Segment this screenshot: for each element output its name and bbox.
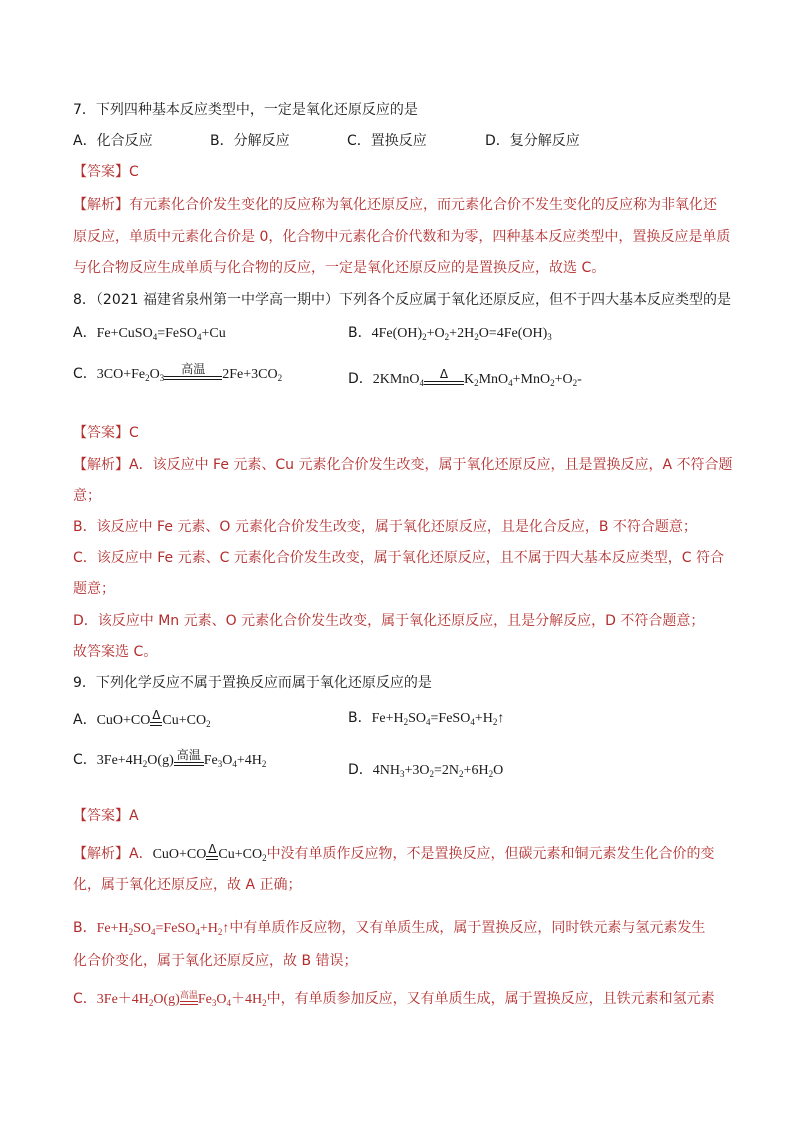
- formula-sub: 4: [197, 332, 202, 342]
- formula-sub: 2: [572, 378, 578, 388]
- formula-part: ↑: [222, 921, 230, 936]
- formula-part: +2H: [449, 326, 475, 341]
- q7-analysis-line-1: [73, 195, 717, 215]
- formula-sub: 3: [211, 998, 217, 1008]
- formula-part: SO: [133, 921, 152, 936]
- q9-option-a: [73, 708, 211, 731]
- option-label: B．: [348, 710, 372, 726]
- formula-part: O: [222, 753, 233, 768]
- analysis-label: 【解析】: [73, 197, 129, 213]
- formula-part: +4H: [236, 753, 262, 768]
- formula-sub: 2: [429, 769, 435, 779]
- condition-label: 高温: [176, 748, 201, 762]
- formula-sub: 2: [145, 373, 150, 383]
- option-label: A．: [73, 325, 97, 341]
- option-label: A．: [73, 712, 97, 728]
- formula-sub: 2: [217, 927, 223, 937]
- formula-part: CuO+CO: [96, 713, 151, 728]
- answer-value: C: [129, 164, 139, 180]
- q8-analysis-line-1: [73, 455, 733, 475]
- formula-part: ＋4H: [230, 992, 263, 1007]
- formula-part: +O: [554, 372, 573, 387]
- answer-label: 【答案】: [73, 425, 129, 441]
- answer-value: C: [129, 425, 139, 441]
- analysis-text: A．该反应中 Fe 元素、Cu 元素化合价发生改变，属于氧化还原反应，且是置换反应，A 不符合题: [129, 457, 733, 473]
- q9-answer: [73, 806, 139, 826]
- formula-part: 4Fe(OH): [371, 326, 423, 341]
- formula-part: +H: [199, 921, 218, 936]
- answer-label: 【答案】: [73, 808, 129, 824]
- formula-part: O: [493, 763, 504, 778]
- q7-analysis-line-2: 原反应，单质中元素化合价是 0，化合物中元素化合价代数和为零，四种基本反应类型中，置换反应是单质: [73, 229, 731, 245]
- equals-bar: [164, 376, 222, 380]
- formula-part: Fe+H: [96, 921, 129, 936]
- formula-part: Fe: [197, 992, 212, 1007]
- formula-sub: 4: [426, 717, 431, 727]
- formula-part: ↑: [497, 711, 505, 726]
- formula-sub: 4: [226, 998, 231, 1008]
- analysis-label: 【解析】: [73, 846, 129, 862]
- q7-answer: [73, 162, 139, 182]
- equals-bar: [180, 1001, 198, 1005]
- formula-part: 3CO+Fe: [96, 367, 146, 382]
- formula-part: +H: [474, 711, 493, 726]
- formula-part: -: [577, 372, 582, 387]
- formula-sub: 2: [277, 373, 283, 383]
- formula-part: O(g): [153, 992, 180, 1007]
- formula-part: 3Fe+4H: [96, 753, 143, 768]
- option-label: C．: [73, 366, 97, 382]
- formula: [372, 326, 552, 341]
- answer-value: A: [129, 808, 139, 824]
- reaction-condition-arrow: [424, 367, 464, 390]
- formula-part: O: [149, 367, 160, 382]
- equals-bar: [206, 856, 218, 860]
- formula-sub: 2: [550, 378, 555, 388]
- formula-part: +O: [426, 326, 445, 341]
- formula: [152, 842, 267, 863]
- formula-sub: 2: [206, 719, 211, 729]
- formula: [96, 362, 283, 383]
- formula-sub: 2: [474, 332, 479, 342]
- formula-sub: 2: [142, 759, 148, 769]
- q8-analysis-line-5: 题意；: [73, 581, 115, 597]
- formula-part: O=4Fe(OH): [478, 326, 548, 341]
- option-label: B．: [348, 325, 372, 341]
- q8-option-a: [73, 323, 226, 344]
- reaction-condition-arrow: [206, 842, 218, 865]
- formula-part: =FeSO: [155, 921, 196, 936]
- formula-part: CuO+CO: [152, 847, 207, 862]
- analysis-text: 中，有单质参加反应，又有单质生成，属于置换反应，且铁元素和氢元素: [266, 991, 715, 1007]
- q9-analysis-line-2: 化，属于氧化还原反应，故 A 正确；: [73, 877, 302, 893]
- formula-part: +Cu: [201, 326, 226, 341]
- formula-part: 2KMnO: [372, 372, 420, 387]
- formula-sub: 2: [474, 378, 479, 388]
- formula-sub: 2: [488, 769, 494, 779]
- formula: [96, 708, 211, 729]
- formula-sub: 2: [262, 853, 267, 863]
- analysis-text: B．: [73, 920, 97, 936]
- formula-sub: 2: [444, 332, 450, 342]
- formula-sub: 2: [261, 759, 267, 769]
- formula-part: Cu+CO: [218, 847, 263, 862]
- reaction-condition-arrow: [174, 748, 204, 771]
- formula-sub: 3: [400, 769, 405, 779]
- formula-sub: 4: [470, 717, 475, 727]
- condition-label: Δ: [152, 708, 161, 722]
- option-label: D．: [348, 371, 373, 387]
- formula: [372, 711, 505, 726]
- formula-part: =2N: [434, 763, 460, 778]
- q9-analysis-line-4: 化合价变化，属于氧化还原反应，故 B 错误；: [73, 953, 358, 969]
- q8-analysis-line-3: B．该反应中 Fe 元素、O 元素化合价发生改变，属于氧化还原反应，且是化合反应，B 不符合题意；: [73, 519, 697, 535]
- formula-part: +6H: [463, 763, 489, 778]
- condition-label: 高温: [181, 362, 206, 376]
- formula: [97, 326, 226, 341]
- formula-part: O(g): [147, 753, 174, 768]
- condition-label: Δ: [208, 842, 217, 856]
- analysis-text: 中有单质作反应物，又有单质生成，属于置换反应，同时铁元素与氢元素发生: [229, 920, 706, 936]
- q7-option-b: B．分解反应: [210, 133, 290, 149]
- formula-part: +3O: [404, 763, 430, 778]
- condition-label: 高温: [179, 991, 198, 1001]
- q8-analysis-line-4: C．该反应中 Fe 元素、C 元素化合价发生改变，属于氧化还原反应，且不属于四大基本反应类型，C 符合: [73, 550, 725, 566]
- option-label: C．: [73, 752, 97, 768]
- answer-label: 【答案】: [73, 164, 129, 180]
- formula-sub: 4: [508, 378, 513, 388]
- analysis-text: C．: [73, 991, 97, 1007]
- formula-sub: 4: [232, 759, 237, 769]
- q7-stem: 7．下列四种基本反应类型中，一定是氧化还原反应的是: [73, 102, 418, 118]
- q8-analysis-line-2: 意；: [73, 488, 101, 504]
- formula-part: O: [216, 992, 227, 1007]
- q9-analysis-line-5: [73, 989, 715, 1010]
- formula-sub: 4: [195, 927, 200, 937]
- formula: [373, 763, 503, 778]
- formula-part: 4NH: [372, 763, 401, 778]
- q9-stem: 9．下列化学反应不属于置换反应而属于氧化还原反应的是: [73, 675, 432, 691]
- formula-part: =FeSO: [157, 326, 198, 341]
- q7-option-d: D．复分解反应: [485, 133, 580, 149]
- q8-option-d: [348, 367, 582, 390]
- formula-part: =FeSO: [430, 711, 471, 726]
- q8-option-b: [348, 323, 552, 344]
- q7-analysis-line-3: 与化合物反应生成单质与化合物的反应，一定是氧化还原反应的是置换反应，故选 C。: [73, 260, 606, 276]
- formula-part: 2Fe+3CO: [222, 367, 278, 382]
- q9-option-b: [348, 708, 504, 729]
- q8-analysis-line-6: D．该反应中 Mn 元素、O 元素化合价发生改变，属于氧化还原反应，且是分解反应，D 不符合题意；: [73, 613, 705, 629]
- q9-option-c: [73, 748, 266, 771]
- analysis-text: 中没有单质作反应物，不是置换反应，但碳元素和铜元素发生化合价的变: [266, 846, 715, 862]
- formula-part: +MnO: [512, 372, 551, 387]
- formula-sub: 2: [148, 998, 154, 1008]
- formula-sub: 2: [262, 998, 267, 1008]
- formula-sub: 3: [547, 332, 552, 342]
- analysis-text: A．: [129, 846, 153, 862]
- equals-bar: [424, 381, 464, 385]
- q8-answer: [73, 423, 139, 443]
- formula-sub: 4: [151, 927, 156, 937]
- q9-analysis-line-3: [73, 918, 705, 939]
- analysis-label: 【解析】: [73, 457, 129, 473]
- formula-part: Fe+CuSO: [96, 326, 153, 341]
- option-label: D．: [348, 762, 373, 778]
- formula-sub: 2: [403, 717, 409, 727]
- formula-sub: 2: [492, 717, 498, 727]
- formula-part: MnO: [478, 372, 509, 387]
- q7-option-c: C．置换反应: [347, 133, 427, 149]
- formula-sub: 2: [128, 927, 134, 937]
- formula: [97, 992, 267, 1007]
- q9-option-d: [348, 760, 503, 781]
- q7-option-a: A．化合反应: [73, 133, 153, 149]
- formula-sub: 4: [152, 332, 158, 342]
- formula-sub: 2: [459, 769, 464, 779]
- formula-sub: 2: [422, 332, 427, 342]
- analysis-text: 有元素化合价发生变化的反应称为氧化还原反应，而元素化合价不发生变化的反应称为非氧化还: [129, 197, 717, 213]
- formula-sub: 3: [217, 759, 223, 769]
- formula-part: Fe: [203, 753, 218, 768]
- formula-part: K: [463, 372, 475, 387]
- formula-part: 3Fe＋4H: [96, 992, 149, 1007]
- reaction-condition-arrow: [150, 708, 162, 731]
- q8-option-c: [73, 362, 282, 385]
- condition-label: Δ: [439, 367, 449, 381]
- formula-part: SO: [408, 711, 427, 726]
- formula-part: Cu+CO: [162, 713, 207, 728]
- formula-sub: 3: [159, 373, 165, 383]
- formula: [372, 367, 582, 388]
- equals-bar: [150, 722, 162, 726]
- reaction-condition-arrow: [180, 991, 198, 1010]
- formula: [97, 921, 230, 936]
- formula-part: Fe+H: [371, 711, 404, 726]
- q8-analysis-line-7: 故答案选 C。: [73, 644, 158, 660]
- reaction-condition-arrow: [164, 362, 222, 385]
- formula: [96, 748, 267, 769]
- q9-analysis-line-1: [73, 842, 715, 865]
- formula-sub: 4: [419, 378, 424, 388]
- equals-bar: [174, 762, 204, 766]
- q8-stem: 8．（2021 福建省泉州第一中学高一期中）下列各个反应属于氧化还原反应，但不于四大基本反应类型的是: [73, 292, 731, 308]
